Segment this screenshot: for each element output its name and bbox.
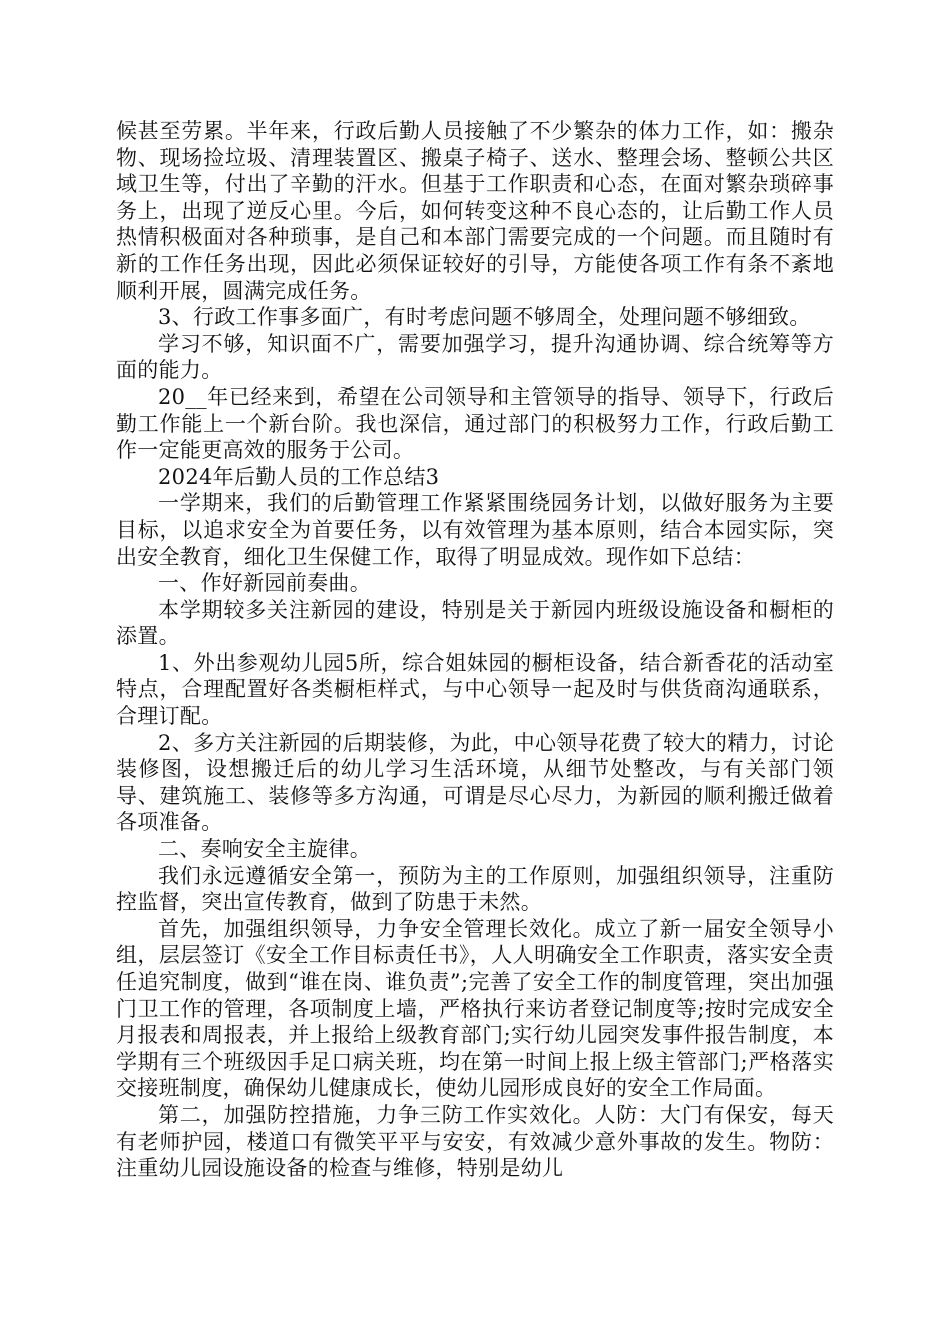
paragraph: 3、行政工作事多面广，有时考虑问题不够周全，处理问题不够细致。 — [158, 305, 811, 330]
paragraph: 我们永远遵循安全第一，预防为主的工作原则，加强组织领导，注重防控监督，突出宣传教育，做到了防患于未然。 — [116, 863, 834, 915]
subsection-heading: 一、作好新园前奏曲。 — [158, 571, 371, 596]
paragraph: 候甚至劳累。半年来，行政后勤人员接触了不少繁杂的体力工作，如：搬杂物、现场捡垃圾、清理装置区、搬桌子椅子、送水、整理会场、整顿公共区域卫生等，付出了辛勤的汗水。但基于工作职责和心态，在面对繁杂琐碎事务上，出现了逆反心里。今后，如何转变这种不良心态的，让后勤工作人员热情积极面对各种琐事，是自己和本部门需要完成的一个问题。而且随时有新的工作任务出现，因此必须保证较好的引导，方能使各项工作有条不紊地顺利开展，圆满完成任务。 — [116, 119, 834, 303]
paragraph: 20__年已经来到，希望在公司领导和主管领导的指导、领导下，行政后勤工作能上一个新台阶。我也深信，通过部门的积极努力工作，行政后勤工作一定能更高效的服务于公司。 — [116, 384, 834, 463]
paragraph: 1、外出参观幼儿园5所，综合姐妹园的橱柜设备，结合新香花的活动室特点，合理配置好各类橱柜样式，与中心领导一起及时与供货商沟通联系，合理订配。 — [116, 650, 834, 729]
paragraph: 学习不够，知识面不广，需要加强学习，提升沟通协调、综合统筹等方面的能力。 — [116, 331, 834, 383]
paragraph: 一学期来，我们的后勤管理工作紧紧围绕园务计划，以做好服务为主要目标，以追求安全为首要任务，以有效管理为基本原则，结合本园实际，突出安全教育，细化卫生保健工作，取得了明显成效。现作如下总结： — [116, 491, 834, 569]
paragraph: 2、多方关注新园的后期装修，为此，中心领导花费了较大的精力，讨论装修图，设想搬迁后的幼儿学习生活环境，从细节处整改，与有关部门领导、建筑施工、装修等多方沟通，可谓是尽心尽力，为新园的顺利搬迁做着各项准备。 — [116, 730, 834, 835]
subsection-heading: 二、奏响安全主旋律。 — [158, 837, 371, 862]
section-heading: 2024年后勤人员的工作总结3 — [158, 464, 440, 489]
paragraph: 本学期较多关注新园的建设，特别是关于新园内班级设施设备和橱柜的添置。 — [116, 597, 834, 649]
paragraph: 第二，加强防控措施，力争三防工作实效化。人防：大门有保安，每天有老师护园，楼道口有微笑平平与安安，有效减少意外事故的发生。物防：注重幼儿园设施设备的检查与维修，特别是幼儿 — [116, 1102, 834, 1181]
paragraph: 首先，加强组织领导，力争安全管理长效化。成立了新一届安全领导小组，层层签订《安全工作目标责任书》，人人明确安全工作职责，落实安全责任追究制度，做到“谁在岗、谁负责”;完善了安全工作的制度管理，突出加强门卫工作的管理，各项制度上墙，严格执行来访者登记制度等;按时完成安全月报表和周报表，并上报给上级教育部门;实行幼儿园突发事件报告制度，本学期有三个班级因手足口病关班，均在第一时间上报上级主管部门;严格落实交接班制度，确保幼儿健康成长，使幼儿园形成良好的安全工作局面。 — [116, 916, 834, 1101]
document-body — [116, 118, 834, 1182]
